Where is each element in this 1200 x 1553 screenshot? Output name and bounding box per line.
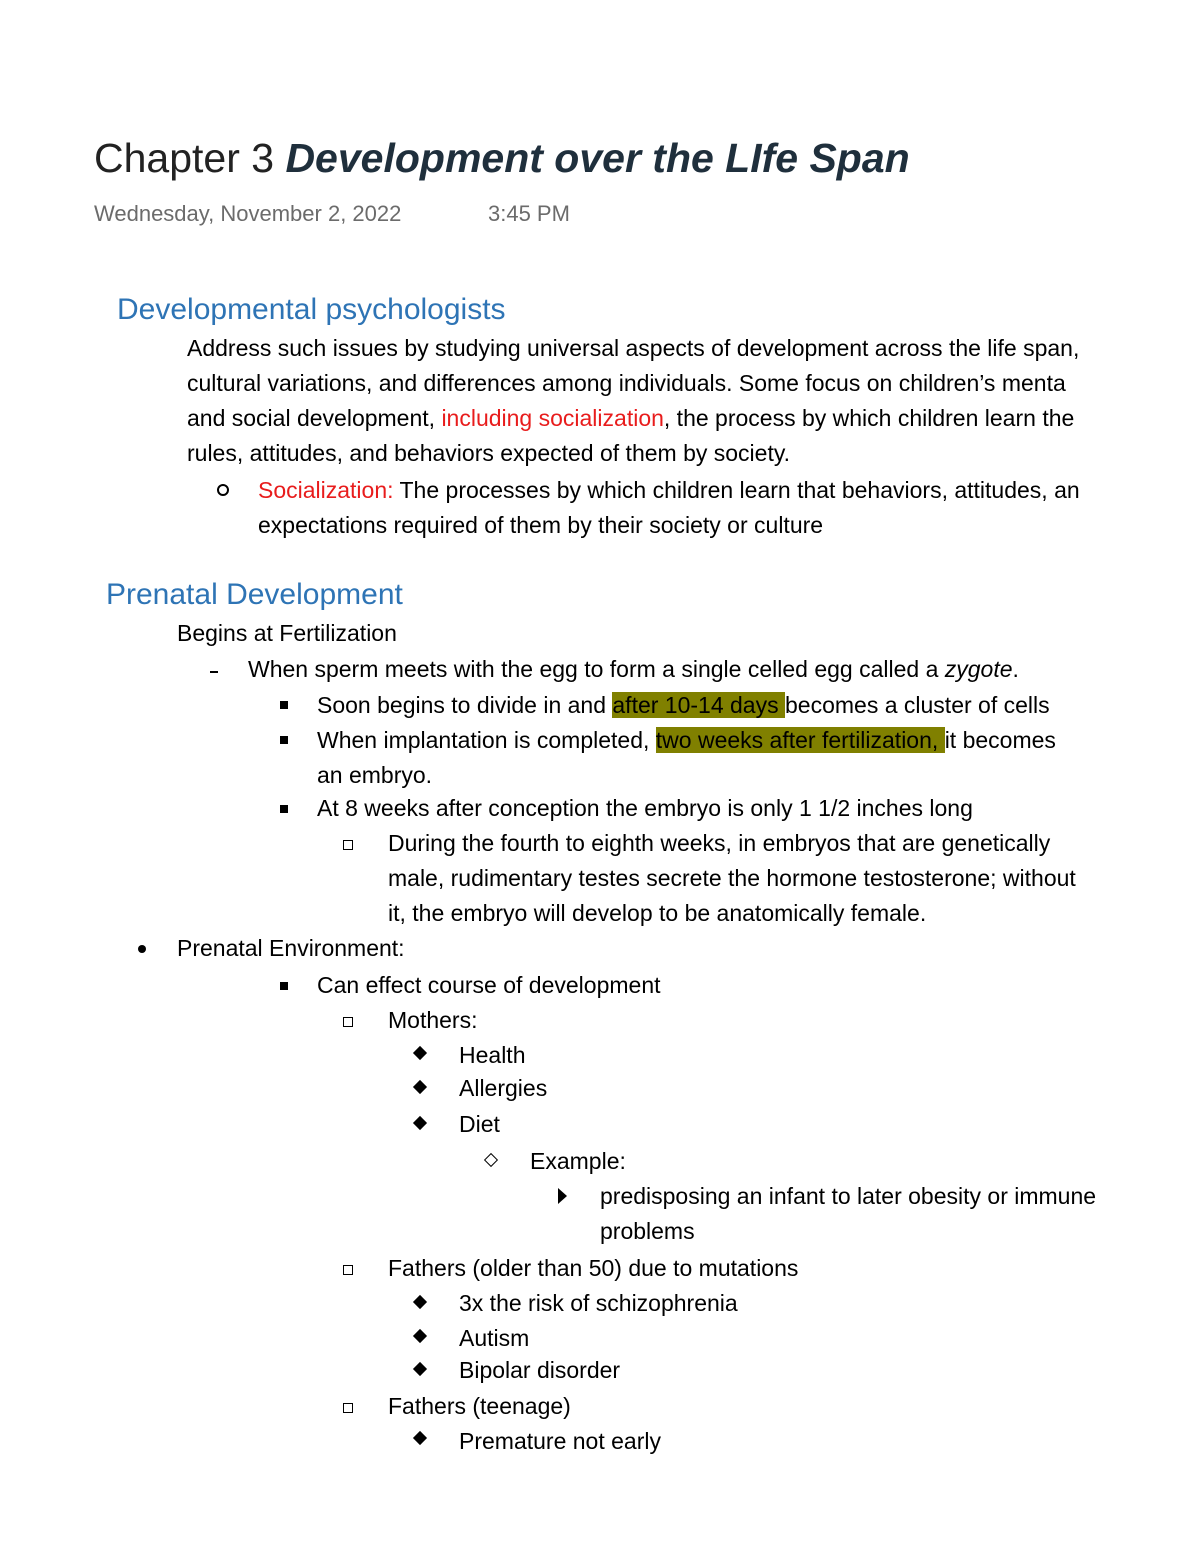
round-bullet-icon <box>138 945 146 953</box>
highlighted-text: two weeks after fertilization, <box>655 727 945 753</box>
text-span: . <box>1012 656 1019 682</box>
text-span: it becomes <box>944 727 1056 753</box>
italic-term-zygote: zygote <box>944 656 1013 682</box>
page-date: Wednesday, November 2, 2022 <box>94 201 402 226</box>
heading-developmental-psychologists: Developmental psychologists <box>117 293 506 326</box>
text-bipolar: Bipolar disorder <box>459 1357 621 1383</box>
text-autism: Autism <box>459 1325 530 1351</box>
square-bullet-icon <box>280 982 288 990</box>
diamond-bullet-icon <box>413 1116 427 1130</box>
square-bullet-icon <box>280 736 288 744</box>
text-implantation-continued: an embryo. <box>317 762 433 788</box>
text-predisposing-continued: problems <box>600 1218 695 1244</box>
definition-text-continued: expectations required of them by their society or culture <box>258 512 824 538</box>
text-fourth-to-eighth-weeks-continued: male, rudimentary testes secrete the hormone testosterone; without <box>388 865 1076 891</box>
red-term-text: Socialization: <box>258 477 394 503</box>
text-divide <box>317 689 1050 721</box>
paragraph-line: rules, attitudes, and behaviors expected of them by society. <box>187 440 791 466</box>
text-fourth-to-eighth-weeks: During the fourth to eighth weeks, in embryos that are genetically <box>388 830 1051 856</box>
text-allergies: Allergies <box>459 1075 548 1101</box>
text-span: When sperm meets with the egg to form a single celled egg called a <box>248 656 945 682</box>
page-time: 3:45 PM <box>488 201 570 226</box>
page-title-emphasis: Development over the LIfe Span <box>285 135 910 181</box>
text-example: Example: <box>530 1148 626 1174</box>
text-span: When implantation is completed, <box>317 727 656 753</box>
triangle-bullet-icon <box>558 1188 567 1204</box>
paragraph-line <box>187 402 1074 434</box>
definition-text: The processes by which children learn that behaviors, attitudes, an <box>393 477 1080 503</box>
text-eight-weeks: At 8 weeks after conception the embryo is only 1 1/2 inches long <box>317 795 973 821</box>
hollow-diamond-bullet-icon <box>484 1153 498 1167</box>
paragraph-line: cultural variations, and differences among individuals. Some focus on children’s menta <box>187 370 1066 396</box>
diamond-bullet-icon <box>413 1046 427 1060</box>
diamond-bullet-icon <box>413 1362 427 1376</box>
diamond-bullet-icon <box>413 1080 427 1094</box>
diamond-bullet-icon <box>413 1295 427 1309</box>
dash-bullet-icon <box>210 671 218 673</box>
page-title <box>94 130 910 186</box>
hollow-square-bullet-icon <box>343 1403 353 1413</box>
heading-prenatal-development: Prenatal Development <box>106 578 403 611</box>
paragraph-text: , the process by which children learn the <box>663 405 1075 431</box>
text-predisposing: predisposing an infant to later obesity or immune <box>600 1183 1097 1209</box>
text-health: Health <box>459 1042 526 1068</box>
square-bullet-icon <box>280 805 288 813</box>
text-cut-off: Premature not early <box>459 1428 661 1454</box>
highlighted-text: after 10-14 days <box>612 692 785 718</box>
text-can-effect-development: Can effect course of development <box>317 972 661 998</box>
paragraph-line: Address such issues by studying universal aspects of development across the life span, <box>187 335 1080 361</box>
text-prenatal-environment: Prenatal Environment: <box>177 935 405 961</box>
page-title-prefix: Chapter 3 <box>94 135 286 181</box>
hollow-square-bullet-icon <box>343 1265 353 1275</box>
hollow-circle-bullet-icon <box>217 484 229 496</box>
text-fathers-teenage: Fathers (teenage) <box>388 1393 571 1419</box>
text-sperm-meets-egg <box>248 653 1019 685</box>
diamond-bullet-icon <box>413 1431 427 1445</box>
text-mothers: Mothers: <box>388 1007 478 1033</box>
text-diet: Diet <box>459 1111 500 1137</box>
socialization-definition <box>258 474 1080 506</box>
text-fathers-older: Fathers (older than 50) due to mutations <box>388 1255 799 1281</box>
text-implantation <box>317 724 1056 756</box>
red-emphasis-text: including socialization <box>441 405 664 431</box>
text-begins-at-fertilization: Begins at Fertilization <box>177 620 397 646</box>
text-fourth-to-eighth-weeks-continued: it, the embryo will develop to be anatomically female. <box>388 900 927 926</box>
hollow-square-bullet-icon <box>343 1017 353 1027</box>
text-schizophrenia: 3x the risk of schizophrenia <box>459 1290 738 1316</box>
text-span: Soon begins to divide in and <box>317 692 613 718</box>
square-bullet-icon <box>280 701 288 709</box>
diamond-bullet-icon <box>413 1329 427 1343</box>
text-span: becomes a cluster of cells <box>785 692 1050 718</box>
hollow-square-bullet-icon <box>343 840 353 850</box>
paragraph-text: and social development, <box>187 405 442 431</box>
